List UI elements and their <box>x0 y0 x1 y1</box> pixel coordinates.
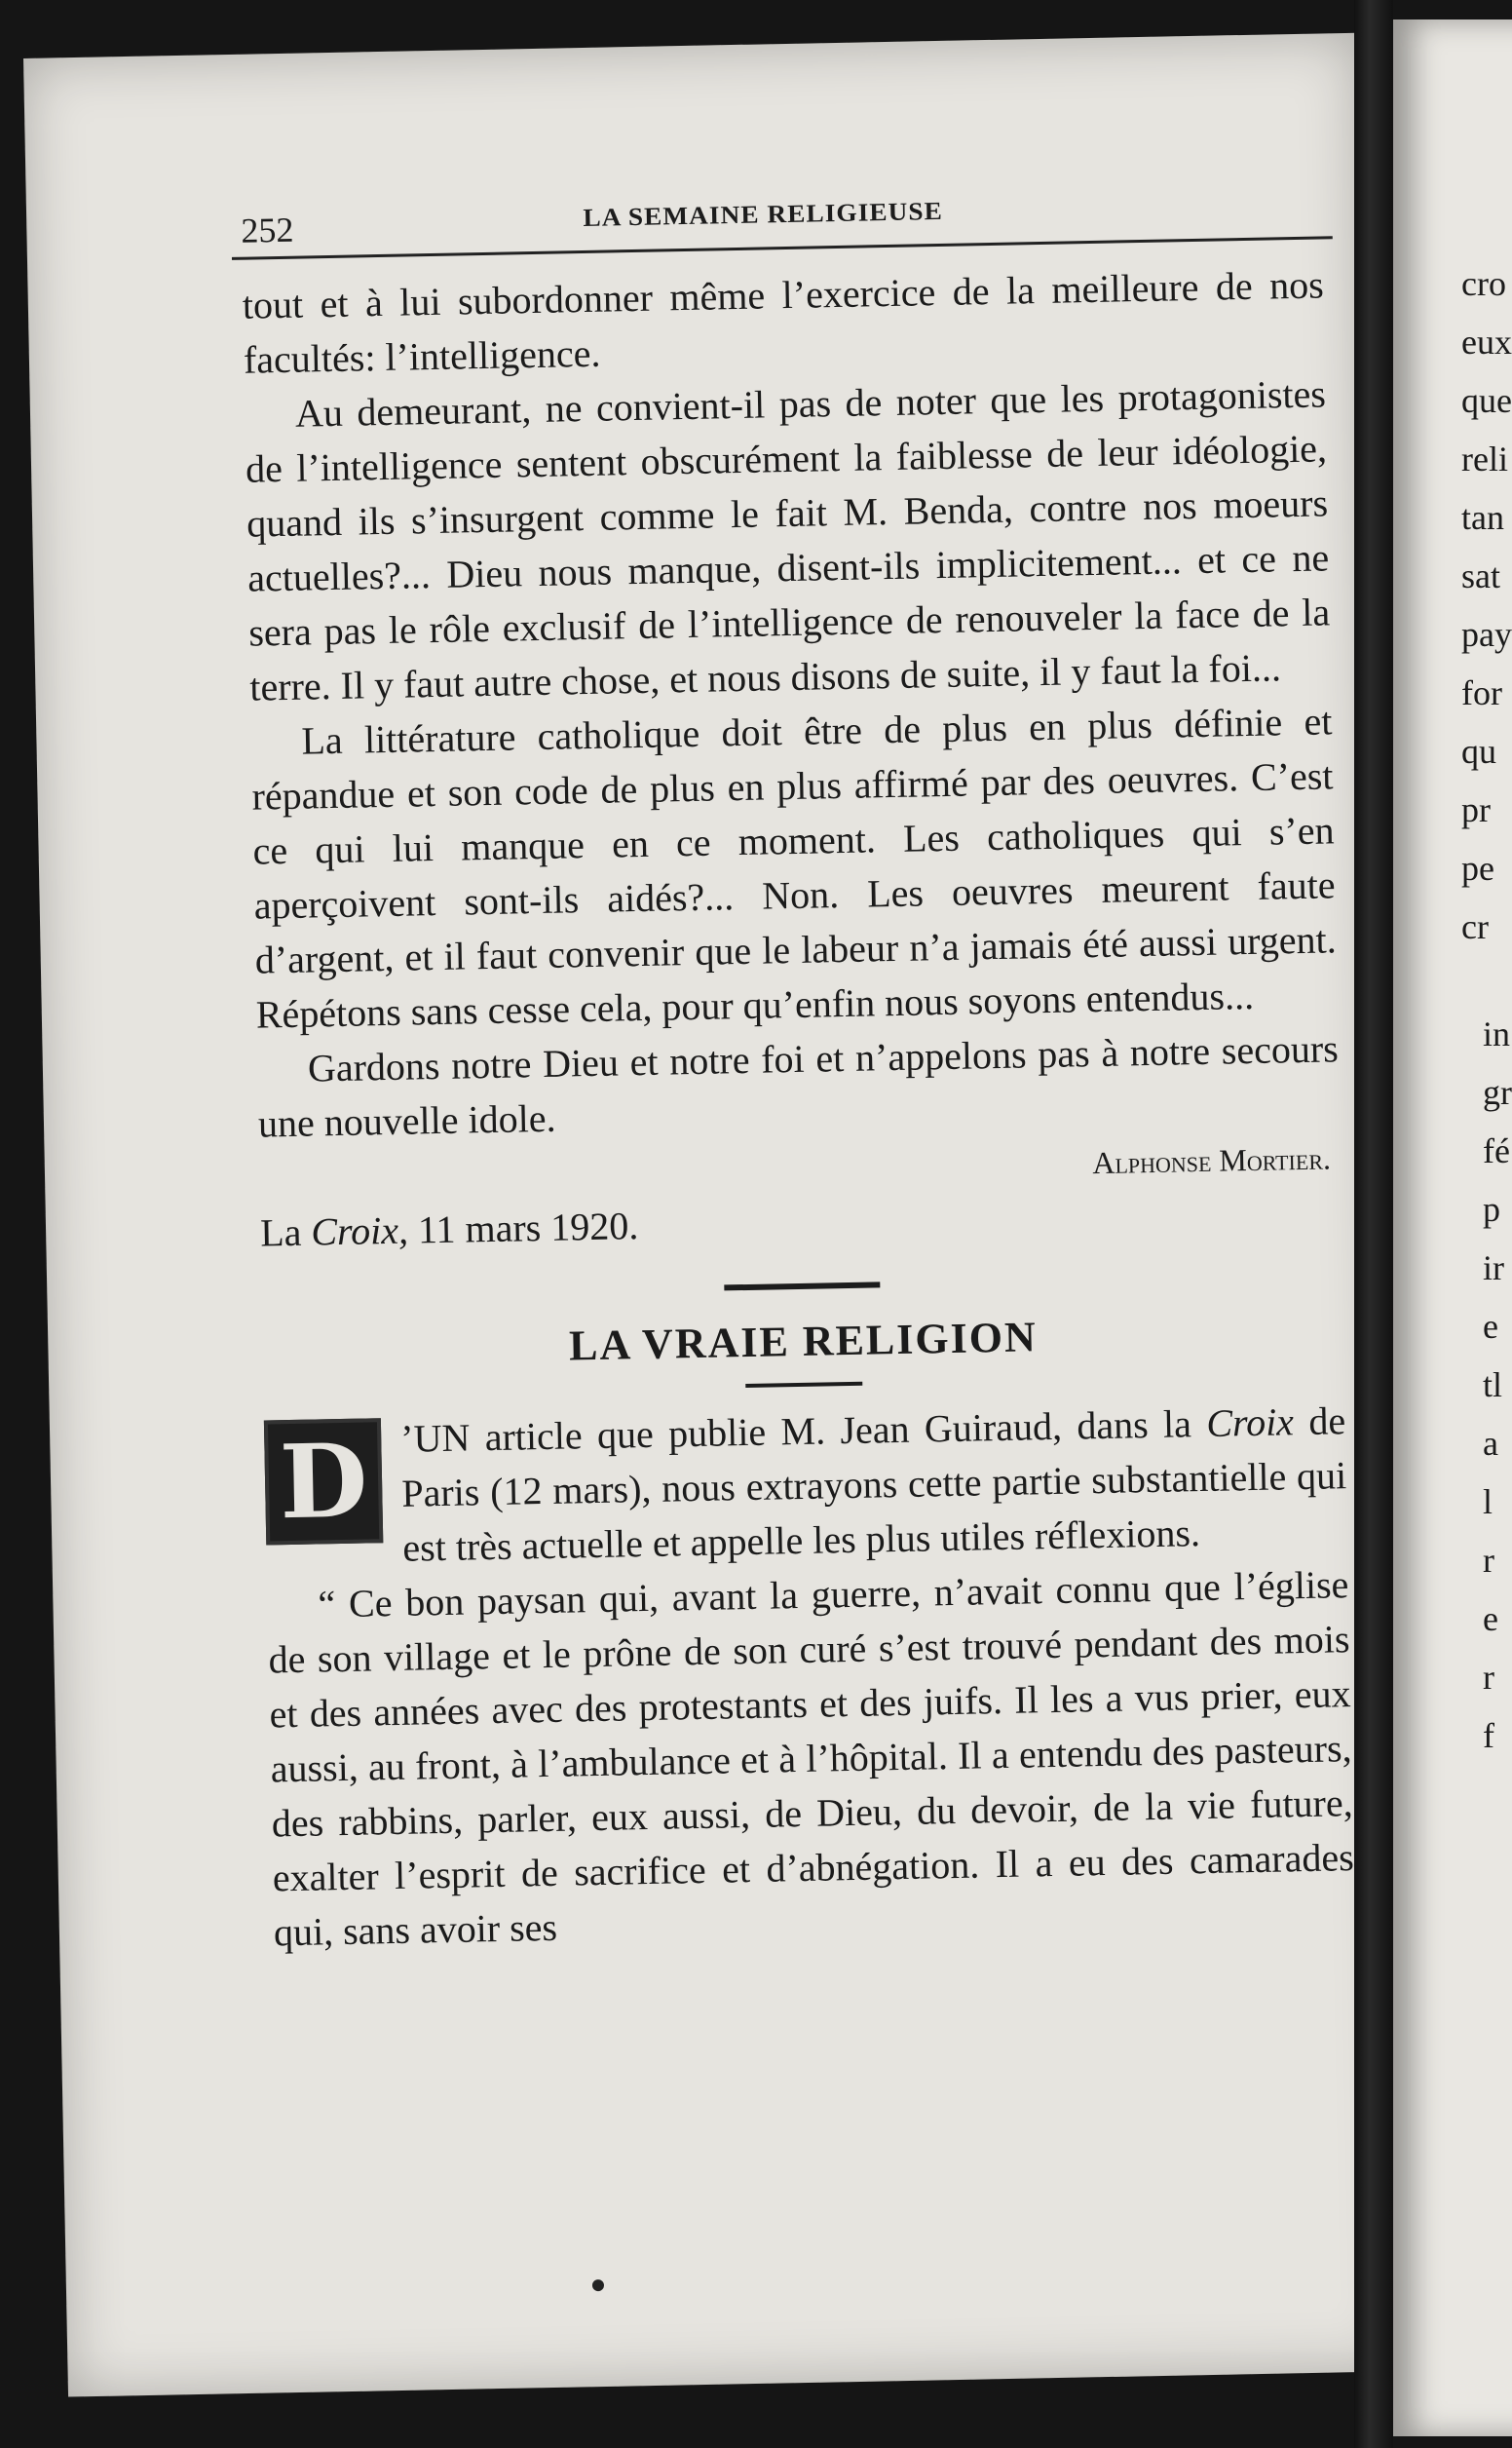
book-spine <box>1354 0 1393 2448</box>
page-header <box>220 160 1322 249</box>
facing-page-fragment: cro <box>1461 264 1506 303</box>
section-title: LA VRAIE RELIGION <box>568 1313 1039 1370</box>
quote-paragraph: “ Ce bon paysan qui, avant la guerre, n’avait connu que l’église de son village et le prône de son curé s’est trouvé pendant des mois et des années avec des protestants et des juifs. Il les a vus prier, eux aussi, au front, à l’ambulance et à l’hôpital. Il a entendu des pasteurs, des rabbins, parler, eux aussi, de Dieu, du devoir, de la vie future, exalter l’esprit de sacrifice et d’abnégation. Il a eu des camarades qui, sans avoir ses <box>268 1562 1355 1955</box>
facing-page-fragment: cr <box>1461 907 1489 946</box>
header-rule <box>232 236 1333 260</box>
source-publication: La <box>259 1209 312 1255</box>
facing-page-fragment: tan <box>1461 498 1504 537</box>
author-signature: Alphonse Mortier. <box>1091 1140 1332 1181</box>
closing-paragraph: Gardons notre Dieu et notre foi et n’appelons pas à notre secours une nouvelle idole. <box>257 1026 1340 1146</box>
facing-page-fragment: r <box>1483 1658 1494 1697</box>
source-date: 11 mars 1920. <box>407 1204 639 1252</box>
intro-text-end: de Paris (12 mars), nous extrayons cette partie substantielle qui est très actuelle et appelle les plus utiles réflexions. <box>400 1398 1347 1570</box>
facing-page-fragment: f <box>1483 1716 1494 1755</box>
intro-paragraph <box>264 1394 1348 1578</box>
paragraph: Au demeurant, ne convient-il pas de noter que les protagonistes de l’intelligence sentent obscurément la faiblesse de leur idéologie, quand ils s’insurgent comme le fait M. Benda, contre nos moeurs actuelles?... Dieu nous manque, disent-ils implicitement... et ce ne sera pas le rôle exclusif de l’intelligence de renouveler la face de la terre. Il y faut autre chose, et nous disons de suite, il y faut la foi... <box>245 371 1331 709</box>
facing-page-fragment: pe <box>1461 849 1494 888</box>
ink-spot <box>592 2279 604 2291</box>
facing-page-fragment: r <box>1483 1541 1494 1580</box>
facing-page-fragment: p <box>1483 1190 1500 1229</box>
facing-page-fragment: l <box>1483 1482 1493 1521</box>
facing-page-fragment: in <box>1483 1014 1511 1053</box>
facing-page-fragment: e <box>1483 1307 1498 1346</box>
paragraph-continuation: tout et à lui subordonner même l’exercice de la meilleure de nos facultés: l’intelligence. <box>242 262 1325 382</box>
section-divider <box>724 1281 880 1290</box>
facing-page-edge <box>1393 19 1512 2436</box>
facing-page-fragment: tl <box>1483 1365 1503 1404</box>
facing-page-fragment: eux <box>1461 323 1512 362</box>
ornamental-dropcap: D <box>264 1418 383 1545</box>
facing-page-fragment: ir <box>1483 1248 1504 1287</box>
title-underline <box>745 1382 862 1388</box>
facing-page-fragment: sat <box>1461 556 1500 595</box>
facing-page-fragment: reli <box>1461 440 1508 478</box>
left-page <box>23 33 1403 2397</box>
source-publication-italic: Croix, <box>310 1207 409 1254</box>
intro-publication-italic: Croix <box>1205 1399 1295 1445</box>
paragraph: La littérature catholique doit être de plus en plus définie et répandue et son code de plus en plus affirmé par des oeuvres. C’est ce qui lui manque en ce moment. Les catholiques qui s’en aperçoivent sont-ils aidés?... Non. Les oeuvres meurent faute d’argent, et il faut convenir que le labeur n’a jamais été aussi urgent. Répétons sans cesse cela, pour qu’enfin nous soyons entendus... <box>251 699 1338 1037</box>
facing-page-fragment: pr <box>1461 790 1491 829</box>
facing-page-fragment: e <box>1483 1599 1498 1638</box>
facing-page-fragment: qu <box>1461 732 1496 771</box>
facing-page-fragment: que <box>1461 381 1512 420</box>
page-body <box>242 257 1355 1960</box>
page-number: 252 <box>241 210 294 250</box>
intro-text: ’UN article que publie M. Jean Guiraud, dans la <box>399 1400 1207 1461</box>
facing-page-fragment: for <box>1461 673 1502 712</box>
facing-page-fragment: a <box>1483 1424 1498 1463</box>
running-title: LA SEMAINE RELIGIEUSE <box>583 196 944 232</box>
facing-page-fragment: gr <box>1483 1073 1512 1112</box>
facing-page-fragment: pay <box>1461 615 1512 654</box>
facing-page-fragment: fé <box>1483 1131 1510 1170</box>
